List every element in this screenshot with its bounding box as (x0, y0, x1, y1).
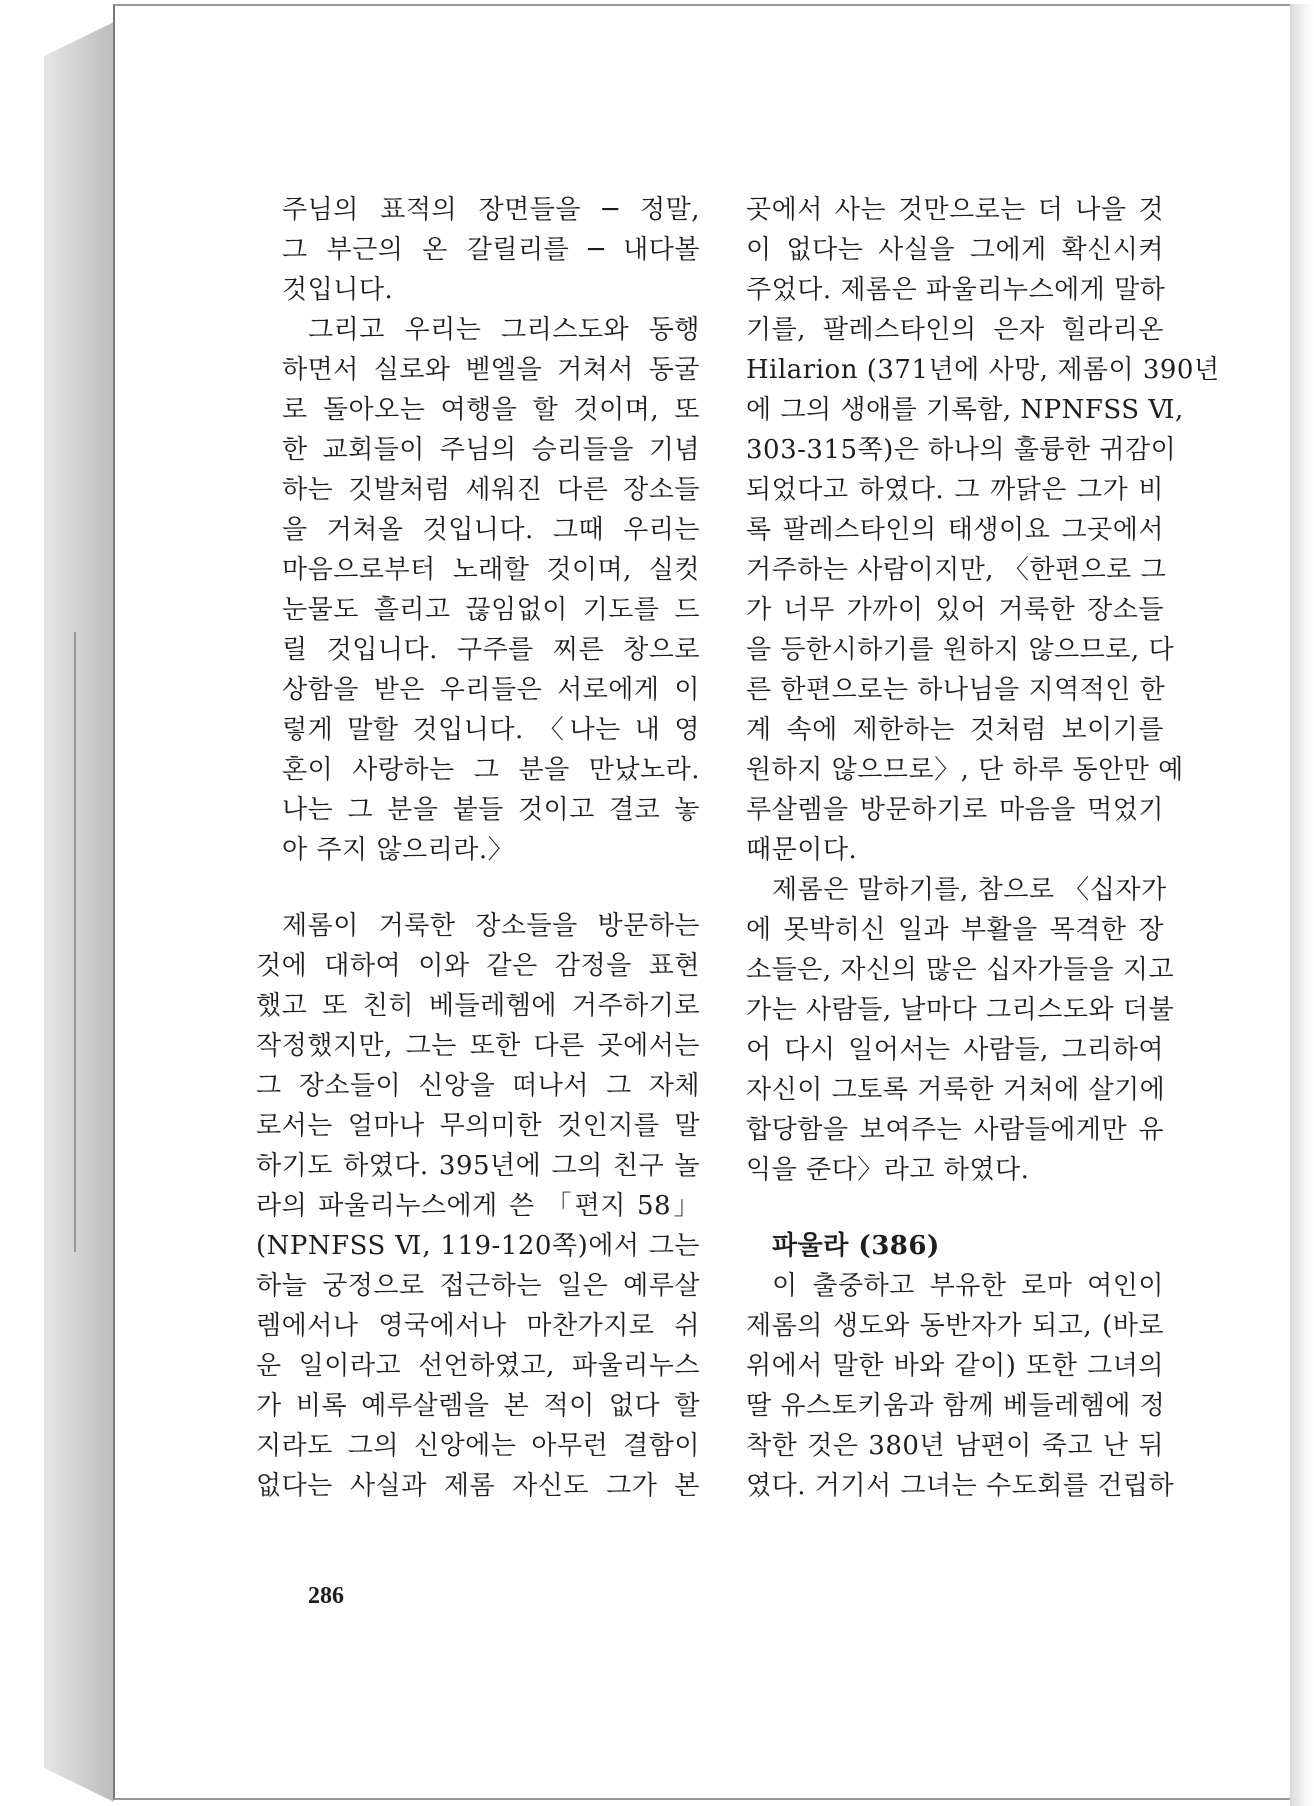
text-line: 지라도 그의 신앙에는 아무런 결함이 (256, 1431, 700, 1461)
right-column (746, 190, 1220, 1506)
text-line: 운 일이라고 선언하였고, 파울리누스 (256, 1351, 700, 1381)
text-line: 그 장소들이 신앙을 떠나서 그 자체 (256, 1071, 700, 1101)
text-line: 303-315쪽)은 하나의 훌륭한 귀감이 (746, 435, 1177, 465)
text-line: 계 속에 제한하는 것처럼 보이기를 (746, 715, 1164, 745)
text-line: 하는 깃발처럼 세워진 다른 장소들 (282, 475, 700, 505)
text-line: 하기도 하였다. 395년에 그의 친구 놀 (256, 1151, 700, 1181)
text-line: 것입니다. (282, 275, 394, 305)
text-line: 합당함을 보여주는 사람들에게만 유 (746, 1115, 1164, 1145)
text-line: 나는 그 분을 붙들 것이고 결코 놓 (282, 795, 700, 825)
text-line: 로서는 얼마나 무의미한 것인지를 말 (256, 1111, 700, 1141)
text-line: 했고 또 친히 베들레헴에 거주하기로 (256, 991, 700, 1021)
text-line: 마음으로부터 노래할 것이며, 실컷 (282, 555, 700, 585)
text-line: 라의 파울리누스에게 쓴 「편지 58」 (256, 1191, 700, 1221)
text-line: 그 부근의 온 갈릴리를 ─ 내다볼 (282, 235, 700, 265)
text-line: 이 출중하고 부유한 로마 여인이 (772, 1271, 1164, 1301)
text-line: 렇게 말할 것입니다. 〈나는 내 영 (282, 715, 700, 745)
text-line: 기를, 팔레스타인의 은자 힐라리온 (746, 315, 1164, 345)
text-line: 때문이다. (746, 835, 858, 865)
section-heading: 파울라 (386) (772, 1231, 940, 1261)
text-line: 한 교회들이 주님의 승리들을 기념 (282, 435, 700, 465)
text-line: 어 다시 일어서는 사람들, 그리하여 (746, 1035, 1164, 1065)
page-shadow (1290, 4, 1314, 1806)
text-line: 곳에서 사는 것만으로는 더 나을 것 (746, 195, 1164, 225)
text-line: 제롬의 생도와 동반자가 되고, (바로 (746, 1311, 1164, 1341)
text-line: 혼이 사랑하는 그 분을 만났노라. (282, 755, 700, 785)
text-line: 록 팔레스타인의 태생이요 그곳에서 (746, 515, 1164, 545)
text-line: 가는 사람들, 날마다 그리스도와 더불 (746, 995, 1175, 1025)
text-line: (NPNFSS Ⅵ, 119-120쪽)에서 그는 (256, 1231, 700, 1261)
text-line: 이 없다는 사실을 그에게 확신시켜 (746, 235, 1164, 265)
text-line: 가 너무 가까이 있어 거룩한 장소들 (746, 595, 1164, 625)
text-line: 소들은, 자신의 많은 십자가들을 지고 (746, 955, 1175, 985)
text-line: 릴 것입니다. 구주를 찌른 창으로 (282, 635, 700, 665)
text-line: 것에 대하여 이와 같은 감정을 표현 (256, 951, 700, 981)
text-line: 착한 것은 380년 남편이 죽고 난 뒤 (746, 1431, 1164, 1461)
edge-line (74, 632, 76, 1252)
text-line: 을 거쳐올 것입니다. 그때 우리는 (282, 515, 700, 545)
text-line: 아 주지 않으리라.〉 (282, 835, 515, 865)
text-line: 되었다고 하였다. 그 까닭은 그가 비 (746, 475, 1164, 505)
text-line: 거주하는 사람이지만, 〈한편으로 그 (746, 555, 1167, 585)
text-line: 하늘 궁정으로 접근하는 일은 예루살 (256, 1271, 700, 1301)
text-line: 였다. 거기서 그녀는 수도회를 건립하 (746, 1471, 1175, 1501)
text-line: 에 못박히신 일과 부활을 목격한 장 (746, 915, 1164, 945)
text-line: 로 돌아오는 여행을 할 것이며, 또 (282, 395, 700, 425)
left-column (256, 190, 700, 1506)
text-line: 하면서 실로와 벧엘을 거쳐서 동굴 (282, 355, 700, 385)
text-line: 에 그의 생애를 기록함, NPNFSS Ⅵ, (746, 395, 1184, 425)
text-line: Hilarion (371년에 사망, 제롬이 390년 (746, 355, 1220, 385)
text-line: 제롬이 거룩한 장소들을 방문하는 (282, 911, 700, 941)
text-line: 주님의 표적의 장면들을 ─ 정말, (282, 195, 700, 225)
text-line: 위에서 말한 바와 같이) 또한 그녀의 (746, 1351, 1164, 1381)
text-line: 익을 준다〉라고 하였다. (746, 1155, 1030, 1185)
text-line: 을 등한시하기를 원하지 않으므로, 다 (746, 635, 1175, 665)
text-line: 눈물도 흘리고 끊임없이 기도를 드 (282, 595, 700, 625)
text-line: 상함을 받은 우리들은 서로에게 이 (282, 675, 700, 705)
text-line: 주었다. 제롬은 파울리누스에게 말하 (746, 275, 1166, 305)
text-line: 가 비록 예루살렘을 본 적이 없다 할 (256, 1391, 700, 1421)
text-line: 그리고 우리는 그리스도와 동행 (308, 315, 700, 345)
page-number: 286 (308, 1583, 344, 1609)
text-line: 루살렘을 방문하기로 마음을 먹었기 (746, 795, 1164, 825)
text-line: 작정했지만, 그는 또한 다른 곳에서는 (256, 1031, 700, 1061)
text-line: 른 한편으로는 하나님을 지역적인 한 (746, 675, 1166, 705)
text-line: 자신이 그토록 거룩한 거처에 살기에 (746, 1075, 1166, 1105)
text-line: 없다는 사실과 제롬 자신도 그가 본 (256, 1471, 700, 1501)
book-edge (44, 22, 114, 1802)
text-line: 렘에서나 영국에서나 마찬가지로 쉬 (256, 1311, 700, 1341)
text-line: 딸 유스토키움과 함께 베들레헴에 정 (746, 1391, 1166, 1421)
text-line: 원하지 않으므로〉, 단 하루 동안만 예 (746, 755, 1184, 785)
text-line: 제롬은 말하기를, 참으로 〈십자가 (772, 875, 1167, 905)
